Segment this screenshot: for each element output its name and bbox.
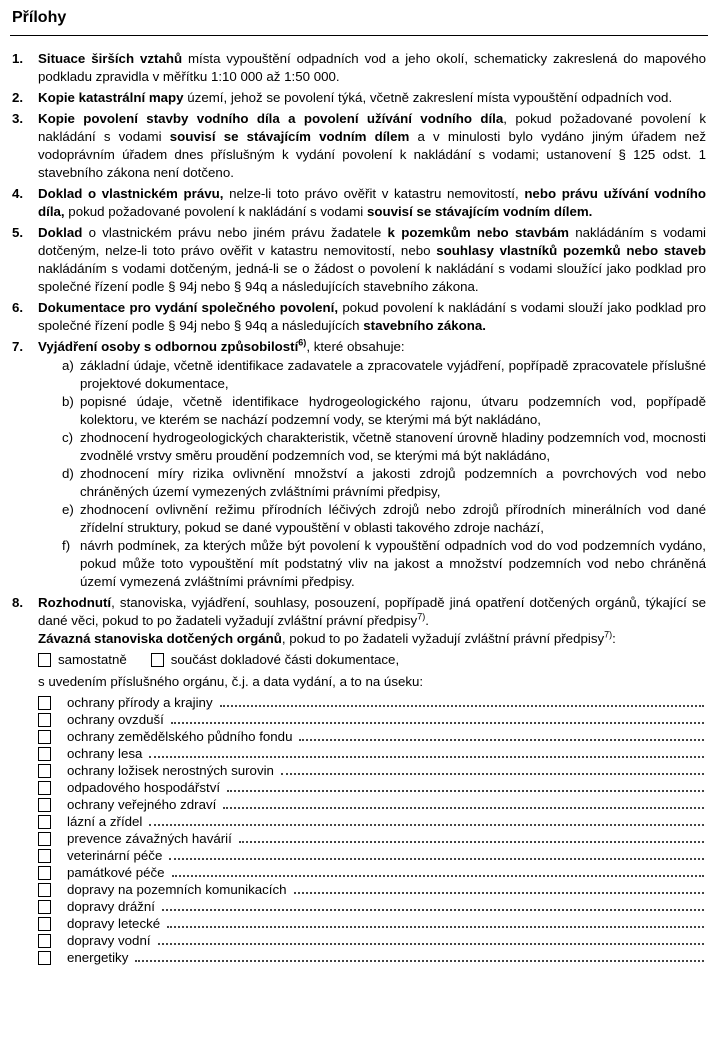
dotted-fill-line[interactable] bbox=[239, 841, 704, 843]
section-checkbox[interactable] bbox=[38, 900, 51, 914]
section-checkbox[interactable] bbox=[38, 696, 51, 710]
section-checkbox[interactable] bbox=[38, 883, 51, 897]
sub-item-text: popisné údaje, včetně identifikace hydrogeologického rajonu, útvaru podzemních vod, popřípadě kolektoru, ve kterém se nachází podzemní vody, se kterými má být nakládáno, bbox=[80, 394, 706, 427]
dotted-fill-line[interactable] bbox=[227, 790, 704, 792]
item-number: 5. bbox=[12, 225, 24, 240]
section-label: památkové péče bbox=[67, 864, 165, 880]
item-number: 2. bbox=[12, 90, 24, 105]
sub-item-letter: e) bbox=[62, 502, 74, 517]
list-item-6 bbox=[12, 299, 706, 335]
section-row bbox=[38, 745, 706, 762]
sub-item bbox=[62, 393, 706, 429]
sections-checklist bbox=[38, 694, 706, 966]
sub-item bbox=[62, 357, 706, 393]
section-label: ochrany lesa bbox=[67, 745, 143, 761]
section-checkbox[interactable] bbox=[38, 764, 51, 778]
sub-item bbox=[62, 465, 706, 501]
option-label: součást dokladové části dokumentace, bbox=[170, 651, 400, 667]
section-checkbox[interactable] bbox=[38, 866, 51, 880]
section-label: ochrany ovzduší bbox=[67, 711, 164, 727]
section-checkbox[interactable] bbox=[38, 747, 51, 761]
sub-list bbox=[38, 357, 706, 591]
dotted-fill-line[interactable] bbox=[135, 960, 704, 962]
sub-item bbox=[62, 429, 706, 465]
sub-item bbox=[62, 501, 706, 537]
page-title: Přílohy bbox=[12, 9, 67, 26]
section-checkbox[interactable] bbox=[38, 849, 51, 863]
section-label: energetiky bbox=[67, 949, 129, 965]
binding-statements-heading: Závazná stanoviska dotčených orgánů, pokud to po žadateli vyžadují zvláštní právní předpisy$^{7)}$: bbox=[38, 629, 616, 646]
document-body bbox=[12, 50, 706, 966]
dotted-fill-line[interactable] bbox=[220, 705, 704, 707]
sub-item-text: zhodnocení hydrogeologických charakteristik, včetně stanovení úrovně hladiny podzemních vod, mocnosti zvodnělé vrstvy směru proudění podzemních vod, se kterými má být nakládáno, bbox=[80, 430, 706, 463]
item-text: Dokumentace pro vydání společného povolení, pokud povolení k nakládání s vodami slouží jako podklad pro společné řízení podle § 94j nebo § 94q a následujících stavebního zákona. bbox=[38, 300, 706, 333]
list-item-7 bbox=[12, 338, 706, 591]
section-checkbox[interactable] bbox=[38, 798, 51, 812]
section-label: dopravy letecké bbox=[67, 915, 161, 931]
dotted-fill-line[interactable] bbox=[294, 892, 704, 894]
sub-item-text: základní údaje, včetně identifikace zadavatele a zpracovatele vyjádření, popřípadě zpracovatele příslušné projektové dokumentace, bbox=[80, 358, 706, 391]
dotted-fill-line[interactable] bbox=[223, 807, 704, 809]
section-row bbox=[38, 898, 706, 915]
list-item-1 bbox=[12, 50, 706, 86]
dotted-fill-line[interactable] bbox=[172, 875, 704, 877]
section-row bbox=[38, 932, 706, 949]
option-label: samostatně bbox=[58, 651, 127, 667]
dotted-fill-line[interactable] bbox=[171, 722, 704, 724]
list-item-4 bbox=[12, 185, 706, 221]
section-checkbox[interactable] bbox=[38, 815, 51, 829]
section-checkbox[interactable] bbox=[38, 917, 51, 931]
dotted-fill-line[interactable] bbox=[299, 739, 704, 741]
item-number: 3. bbox=[12, 111, 24, 126]
section-label: veterinární péče bbox=[67, 847, 163, 863]
section-row bbox=[38, 728, 706, 745]
section-row bbox=[38, 864, 706, 881]
sub-item-letter: c) bbox=[62, 430, 74, 445]
sub-item-letter: d) bbox=[62, 466, 74, 481]
dotted-fill-line[interactable] bbox=[149, 824, 704, 826]
section-row bbox=[38, 694, 706, 711]
section-row bbox=[38, 779, 706, 796]
dotted-fill-line[interactable] bbox=[281, 773, 704, 775]
item-text: Rozhodnutí, stanoviska, vyjádření, souhlasy, posouzení, popřípadě jiná opatření dotčených orgánů, týkající se dané věci, pokud to po žadateli vyžadují zvláštní právní předpisy$^{7)}$. bbox=[38, 595, 706, 628]
item-number: 4. bbox=[12, 186, 24, 201]
dotted-fill-line[interactable] bbox=[149, 756, 704, 758]
item-number: 1. bbox=[12, 51, 24, 66]
sub-item-text: zhodnocení ovlivnění režimu přírodních léčivých zdrojů nebo zdrojů přírodních minerálních vod dané zřídelní struktury, pokud se dané vypouštění v oblasti takového zdroje nachází, bbox=[80, 502, 706, 535]
section-row bbox=[38, 847, 706, 864]
section-label: lázní a zřídel bbox=[67, 813, 143, 829]
sub-item-text: zhodnocení míry rizika ovlivnění množství a jakosti zdrojů podzemních a povrchových vod nebo chráněných území vymezených zvláštními právními předpisy, bbox=[80, 466, 706, 499]
item-text: Vyjádření osoby s odbornou způsobilostí$^{6)}$, které obsahuje: bbox=[38, 337, 405, 354]
section-checkbox[interactable] bbox=[38, 951, 51, 965]
item-number: 7. bbox=[12, 339, 24, 354]
item-text: Doklad o vlastnickém právu, nelze-li toto právo ověřit v katastru nemovitostí, nebo právu užívání vodního díla, pokud požadované povolení k nakládání s vodami souvisí se stávajícím vodním dílem. bbox=[38, 186, 706, 219]
section-label: prevence závažných havárií bbox=[67, 830, 232, 846]
section-row bbox=[38, 711, 706, 728]
item-number: 6. bbox=[12, 300, 24, 315]
item-text: Situace širších vztahů místa vypouštění odpadních vod a jeho okolí, schematicky zakreslená do mapového podkladu zpravidla v měřítku 1:10 000 až 1:50 000. bbox=[38, 51, 706, 84]
section-row bbox=[38, 830, 706, 847]
dotted-fill-line[interactable] bbox=[167, 926, 704, 928]
dotted-fill-line[interactable] bbox=[162, 909, 704, 911]
item-number: 8. bbox=[12, 595, 24, 610]
sub-item-letter: f) bbox=[62, 538, 71, 553]
list-item-2 bbox=[12, 89, 706, 107]
item-text: Kopie katastrální mapy území, jehož se povolení týká, včetně zakreslení místa vypouštění odpadních vod. bbox=[38, 90, 673, 105]
section-label: ochrany ložisek nerostných surovin bbox=[67, 762, 274, 778]
list-item-5 bbox=[12, 224, 706, 296]
dotted-fill-line[interactable] bbox=[158, 943, 704, 945]
sub-item bbox=[62, 537, 706, 591]
checkbox-samostatne[interactable] bbox=[38, 653, 51, 667]
section-row bbox=[38, 881, 706, 898]
section-label: ochrany zemědělského půdního fondu bbox=[67, 728, 293, 744]
section-row bbox=[38, 762, 706, 779]
item-text: Kopie povolení stavby vodního díla a povolení užívání vodního díla, pokud požadované povolení k nakládání s vodami souvisí se stávajícím vodním dílem a v minulosti bylo vydáno jiným úřadem než vodoprávním úřadem dnes příslušným k vydání povolení k nakládání s vodami; ustanovení § 125 odst. 1 stavebního zákona není dotčeno. bbox=[38, 111, 706, 180]
sections-intro: s uvedením příslušného orgánu, č.j. a data vydání, a to na úseku: bbox=[38, 674, 424, 689]
list-item-3 bbox=[12, 110, 706, 182]
dotted-fill-line[interactable] bbox=[169, 858, 704, 860]
section-label: dopravy vodní bbox=[67, 932, 151, 948]
section-label: ochrany přírody a krajiny bbox=[67, 694, 213, 710]
section-checkbox[interactable] bbox=[38, 781, 51, 795]
sub-item-letter: a) bbox=[62, 358, 74, 373]
section-checkbox[interactable] bbox=[38, 713, 51, 727]
section-label: ochrany veřejného zdraví bbox=[67, 796, 217, 812]
title-divider bbox=[10, 35, 708, 36]
checkbox-soucast-dokumentace[interactable] bbox=[151, 653, 164, 667]
section-checkbox[interactable] bbox=[38, 730, 51, 744]
section-row bbox=[38, 796, 706, 813]
item-text: Doklad o vlastnickém právu nebo jiném právu žadatele k pozemkům nebo stavbám nakládáním s vodami dotčeným, nelze-li toto právo ověřit v katastru nemovitostí, nebo souhlasy vlastníků pozemků nebo staveb nakládáním s vodami dotčeným, jedná-li se o žádost o povolení k nakládání s vodami sloužící jako podklad pro společné řízení podle § 94j nebo § 94q a následujících stavebního zákona. bbox=[38, 225, 706, 294]
section-checkbox[interactable] bbox=[38, 832, 51, 846]
section-row bbox=[38, 813, 706, 830]
section-label: dopravy na pozemních komunikacích bbox=[67, 881, 287, 897]
section-checkbox[interactable] bbox=[38, 934, 51, 948]
section-label: dopravy drážní bbox=[67, 898, 155, 914]
section-row bbox=[38, 949, 706, 966]
sub-item-letter: b) bbox=[62, 394, 74, 409]
sub-item-text: návrh podmínek, za kterých může být povolení k vypouštění odpadních vod do vod podzemních vydáno, pokud může toto vypouštění mít podstatný vliv na jakost a množství podzemních vod nebo chráněná území vymezená zvláštními právními předpisy. bbox=[80, 538, 706, 589]
section-label: odpadového hospodářství bbox=[67, 779, 221, 795]
delivery-options-row bbox=[38, 650, 706, 669]
list-item-8 bbox=[12, 594, 706, 966]
section-row bbox=[38, 915, 706, 932]
